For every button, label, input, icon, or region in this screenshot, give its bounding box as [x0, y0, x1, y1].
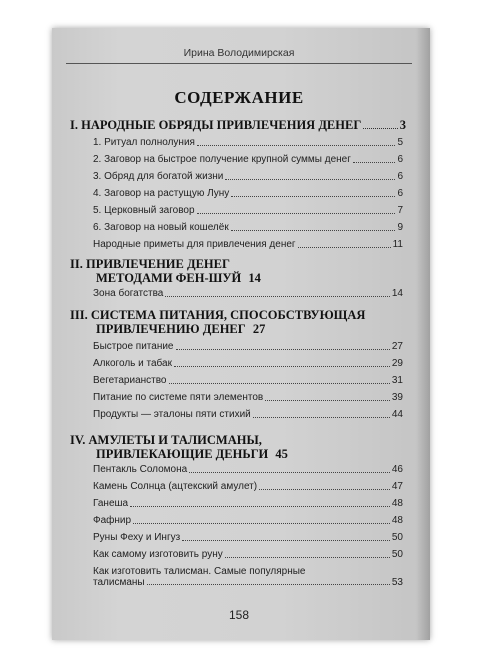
toc-entry[interactable] — [93, 549, 403, 561]
toc-entry[interactable] — [93, 392, 403, 404]
toc-entry[interactable] — [93, 358, 403, 370]
leader-dots — [130, 506, 390, 507]
section-2-title-line2: МЕТОДАМИ ФЕН-ШУЙ — [96, 271, 242, 285]
entry-label: Камень Солнца (ацтекский амулет) — [93, 481, 258, 492]
leader-dots — [176, 349, 390, 350]
toc-entry[interactable] — [93, 566, 403, 588]
header-rule — [66, 63, 412, 64]
entry-label: Пентакль Соломона — [93, 464, 188, 475]
entry-page: 7 — [397, 205, 403, 216]
toc-entry[interactable] — [93, 341, 403, 353]
section-4-title-line2: ПРИВЛЕКАЮЩИЕ ДЕНЬГИ — [96, 447, 269, 461]
section-3-title-line1: III. СИСТЕМА ПИТАНИЯ, СПОСОБСТВУЮЩАЯ — [70, 308, 366, 322]
toc-entry[interactable] — [93, 154, 403, 166]
entry-label: Как самому изготовить руну — [93, 549, 223, 560]
entry-label: 2. Заговор на быстрое получение крупной суммы денег — [93, 154, 351, 165]
section-4-heading[interactable] — [70, 433, 406, 461]
leader-dots — [174, 366, 390, 367]
entry-label: 5. Церковный заговор — [93, 205, 195, 216]
entry-page: 6 — [397, 154, 403, 165]
toc-title: СОДЕРЖАНИЕ — [174, 88, 304, 107]
section-4-page: 45 — [275, 447, 288, 461]
toc-entry[interactable] — [93, 188, 403, 200]
section-2-heading[interactable] — [70, 257, 406, 285]
section-1-page: 3 — [399, 118, 406, 132]
entry-label: Ганеша — [93, 498, 129, 509]
toc-entry[interactable] — [93, 464, 403, 476]
entry-label: Как изготовить талисман. Самые популярные — [93, 566, 306, 577]
toc-entry[interactable] — [93, 137, 403, 149]
leader-dots — [182, 540, 390, 541]
toc-entry[interactable] — [93, 532, 403, 544]
entry-page: 50 — [391, 532, 403, 543]
section-3-page: 27 — [252, 322, 266, 336]
running-head: Ирина Володимирская — [183, 47, 295, 59]
toc-entry[interactable] — [93, 288, 403, 300]
leader-dots — [298, 247, 391, 248]
leader-dots — [133, 523, 390, 524]
entry-label: Питание по системе пяти элементов — [93, 392, 264, 403]
entry-label-continued: талисманы — [93, 577, 145, 588]
section-3-title-line2: ПРИВЛЕЧЕНИЮ ДЕНЕГ — [96, 322, 246, 336]
entry-label: 6. Заговор на новый кошелёк — [93, 222, 229, 233]
entry-page: 48 — [391, 515, 403, 526]
entry-page: 6 — [397, 188, 403, 199]
toc-entry[interactable] — [93, 481, 403, 493]
entry-page: 14 — [391, 288, 403, 299]
leader-dots — [169, 383, 390, 384]
leader-dots — [189, 472, 390, 473]
entry-page: 5 — [397, 137, 403, 148]
entry-label: Быстрое питание — [93, 341, 174, 352]
entry-label: Фафнир — [93, 515, 132, 526]
page-edge-shadow — [416, 28, 430, 640]
leader-dots — [165, 296, 390, 297]
section-1-heading[interactable] — [70, 118, 406, 132]
entry-page: 50 — [391, 549, 403, 560]
entry-page: 39 — [391, 392, 403, 403]
section-2-page: 14 — [248, 271, 261, 285]
entry-page: 31 — [391, 375, 403, 386]
section-1-title: I. НАРОДНЫЕ ОБРЯДЫ ПРИВЛЕЧЕНИЯ ДЕНЕГ — [70, 118, 362, 132]
entry-page: 11 — [392, 239, 403, 250]
leader-dots — [353, 162, 396, 163]
toc-entry[interactable] — [93, 409, 403, 421]
entry-label: Народные приметы для привлечения денег — [93, 239, 296, 250]
entry-page: 46 — [391, 464, 403, 475]
toc-entry[interactable] — [93, 205, 403, 217]
entry-label: Руны Феху и Ингуз — [93, 532, 181, 543]
entry-page: 53 — [391, 577, 403, 588]
entry-label: 4. Заговор на растущую Луну — [93, 188, 230, 199]
entry-label: Продукты — эталоны пяти стихий — [93, 409, 251, 420]
entry-page: 6 — [397, 171, 403, 182]
leader-dots — [259, 489, 390, 490]
entry-page: 48 — [391, 498, 403, 509]
entry-page: 27 — [391, 341, 403, 352]
section-4-title-line1: IV. АМУЛЕТЫ И ТАЛИСМАНЫ, — [70, 433, 262, 447]
leader-dots — [197, 145, 395, 146]
section-2-title-line1: II. ПРИВЛЕЧЕНИЕ ДЕНЕГ — [70, 257, 230, 271]
leader-dots — [363, 128, 397, 129]
toc-entry[interactable] — [93, 375, 403, 387]
entry-page: 9 — [397, 222, 403, 233]
entry-page: 29 — [391, 358, 403, 369]
leader-dots — [231, 196, 395, 197]
page-number: 158 — [228, 608, 250, 622]
entry-page: 44 — [391, 409, 403, 420]
entry-label: Вегетарианство — [93, 375, 167, 386]
leader-dots — [231, 230, 396, 231]
toc-entry[interactable] — [93, 498, 403, 510]
leader-dots — [225, 179, 395, 180]
entry-label: 1. Ритуал полнолуния — [93, 137, 195, 148]
entry-label: Алкоголь и табак — [93, 358, 172, 369]
leader-dots — [147, 584, 390, 585]
section-3-heading[interactable] — [70, 308, 406, 336]
toc-entry[interactable] — [93, 171, 403, 183]
leader-dots — [225, 557, 390, 558]
toc-entry[interactable] — [93, 515, 403, 527]
entry-label: 3. Обряд для богатой жизни — [93, 171, 224, 182]
toc-entry[interactable] — [93, 222, 403, 234]
entry-page: 47 — [391, 481, 403, 492]
leader-dots — [253, 417, 390, 418]
entry-label: Зона богатства — [93, 288, 164, 299]
toc-entry[interactable] — [93, 239, 403, 251]
leader-dots — [197, 213, 396, 214]
leader-dots — [265, 400, 390, 401]
